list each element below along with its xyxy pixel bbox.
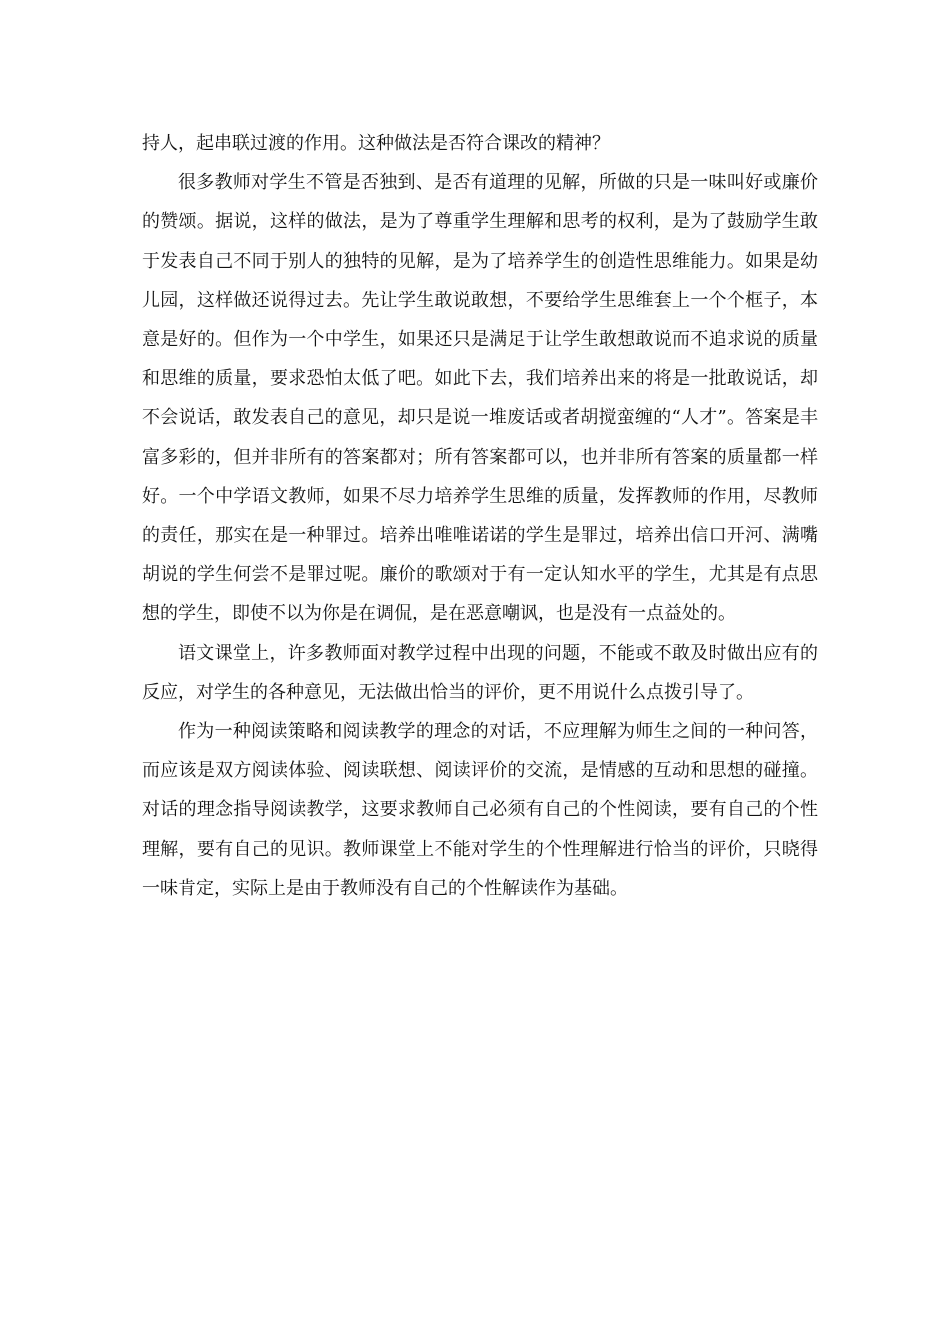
document-body: [142, 124, 818, 908]
paragraph-2: 很多教师对学生不管是否独到、是否有道理的见解，所做的只是一味叫好或廉价的赞颂。据说，这样的做法，是为了尊重学生理解和思考的权利，是为了鼓励学生敢于发表自己不同于别人的独特的见解，是为了培养学生的创造性思维能力。如果是幼儿园，这样做还说得过去。先让学生敢说敢想，不要给学生思维套上一个个框子，本意是好的。但作为一个中学生，如果还只是满足于让学生敢想敢说而不追求说的质量和思维的质量，要求恐怕太低了吧。如此下去，我们培养出来的将是一批敢说话，却不会说话，敢发表自己的意见，却只是说一堆废话或者胡搅蛮缠的“人才”。答案是丰富多彩的，但并非所有的答案都对；所有答案都可以，也并非所有答案的质量都一样好。一个中学语文教师，如果不尽力培养学生思维的质量，发挥教师的作用，尽教师的责任，那实在是一种罪过。培养出唯唯诺诺的学生是罪过，培养出信口开河、满嘴胡说的学生何尝不是罪过呢。廉价的歌颂对于有一定认知水平的学生，尤其是有点思想的学生，即使不以为你是在调侃，是在恶意嘲讽，也是没有一点益处的。: [142, 172, 818, 625]
paragraph-4: 作为一种阅读策略和阅读教学的理念的对话，不应理解为师生之间的一种问答，而应该是双方阅读体验、阅读联想、阅读评价的交流，是情感的互动和思想的碰撞。对话的理念指导阅读教学，这要求教师自己必须有自己的个性阅读，要有自己的个性理解，要有自己的见识。教师课堂上不能对学生的个性理解进行恰当的评价，只晓得一味肯定，实际上是由于教师没有自己的个性解读作为基础。: [142, 721, 818, 899]
paragraph-3: 语文课堂上，许多教师面对教学过程中出现的问题，不能或不敢及时做出应有的反应，对学生的各种意见，无法做出恰当的评价，更不用说什么点拨引导了。: [142, 642, 818, 703]
paragraph-1: 持人，起串联过渡的作用。这种做法是否符合课改的精神？: [142, 133, 610, 154]
